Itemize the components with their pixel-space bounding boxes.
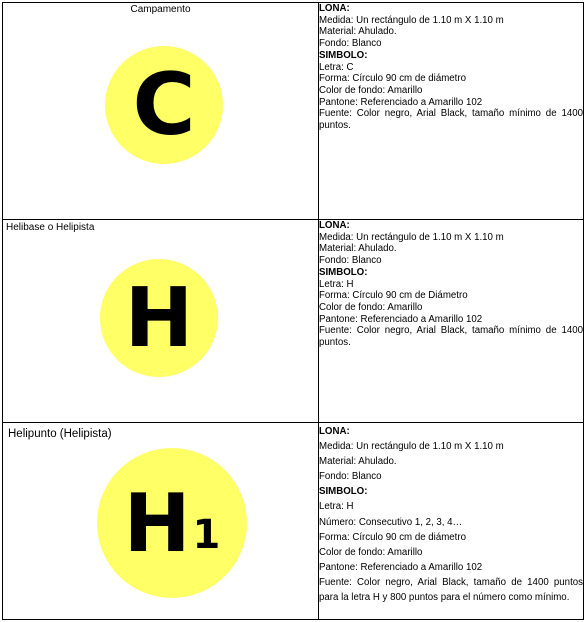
simbolo-heading: SIMBOLO: bbox=[319, 266, 368, 278]
simbolo-pantone: Pantone: Referenciado a Amarillo 102 bbox=[319, 96, 483, 108]
lona-material: Material: Ahulado. bbox=[319, 26, 397, 38]
helibase-h-symbol bbox=[100, 259, 218, 377]
lona-heading: LONA: bbox=[319, 220, 350, 231]
simbolo-forma: Forma: Círculo 90 cm de diámetro bbox=[319, 531, 466, 543]
lona-heading: LONA: bbox=[319, 3, 350, 14]
symbol-caption: Helipunto (Helipista) bbox=[8, 428, 112, 440]
table-row bbox=[3, 220, 584, 423]
description-cell bbox=[319, 3, 584, 220]
simbolo-pantone: Pantone: Referenciado a Amarillo 102 bbox=[319, 561, 483, 573]
lona-heading: LONA: bbox=[319, 426, 350, 437]
simbolo-letra: Letra: H bbox=[319, 501, 354, 513]
simbolo-letra: Letra: H bbox=[319, 278, 354, 290]
lona-material: Material: Ahulado. bbox=[319, 456, 397, 468]
helipunto-h1-symbol bbox=[97, 448, 247, 598]
simbolo-color: Color de fondo: Amarillo bbox=[319, 301, 423, 313]
lona-fondo: Fondo: Blanco bbox=[319, 471, 382, 483]
lona-medida: Medida: Un rectángulo de 1.10 m X 1.10 m bbox=[319, 441, 504, 453]
symbol-caption: Campamento bbox=[130, 4, 191, 15]
description-cell bbox=[319, 423, 584, 620]
simbolo-letra: Letra: C bbox=[319, 61, 354, 73]
symbol-caption: Helibase o Helipista bbox=[6, 222, 95, 233]
description-text bbox=[319, 220, 583, 349]
simbolo-fuente: Fuente: Color negro, Arial Black, tamaño mínimo de 1400 puntos. bbox=[319, 325, 583, 349]
simbolo-fuente: Fuente: Color negro, Arial Black, tamaño mínimo de 1400 puntos. bbox=[319, 108, 583, 132]
simbolo-color: Color de fondo: Amarillo bbox=[319, 84, 423, 96]
lona-fondo: Fondo: Blanco bbox=[319, 38, 382, 50]
campamento-c-symbol bbox=[105, 46, 223, 164]
symbol-cell bbox=[3, 423, 319, 620]
table-row bbox=[3, 423, 584, 620]
symbol-cell bbox=[3, 3, 319, 220]
description-text bbox=[319, 423, 583, 605]
simbolo-heading: SIMBOLO: bbox=[319, 49, 368, 61]
symbol-letter: H bbox=[123, 476, 191, 570]
signage-spec-table bbox=[2, 2, 584, 620]
simbolo-heading: SIMBOLO: bbox=[319, 486, 368, 498]
simbolo-numero: Número: Consecutivo 1, 2, 3, 4… bbox=[319, 516, 463, 528]
description-cell bbox=[319, 220, 584, 423]
table-row bbox=[3, 3, 584, 220]
simbolo-color: Color de fondo: Amarillo bbox=[319, 546, 423, 558]
symbol-letter: H bbox=[124, 270, 194, 366]
simbolo-forma: Forma: Círculo 90 cm de Diámetro bbox=[319, 290, 468, 302]
lona-material: Material: Ahulado. bbox=[319, 243, 397, 255]
simbolo-pantone: Pantone: Referenciado a Amarillo 102 bbox=[319, 313, 483, 325]
description-text bbox=[319, 3, 583, 132]
lona-fondo: Fondo: Blanco bbox=[319, 255, 382, 267]
symbol-subscript: 1 bbox=[192, 512, 221, 558]
lona-medida: Medida: Un rectángulo de 1.10 m X 1.10 m bbox=[319, 231, 504, 243]
lona-medida: Medida: Un rectángulo de 1.10 m X 1.10 m bbox=[319, 14, 504, 26]
simbolo-forma: Forma: Círculo 90 cm de diámetro bbox=[319, 73, 466, 85]
symbol-cell bbox=[3, 220, 319, 423]
symbol-letter: C bbox=[132, 55, 196, 155]
simbolo-fuente: Fuente: Color negro, Arial Black, tamaño de 1400 puntos para la letra H y 800 puntos para el número como mínimo. bbox=[319, 576, 583, 604]
